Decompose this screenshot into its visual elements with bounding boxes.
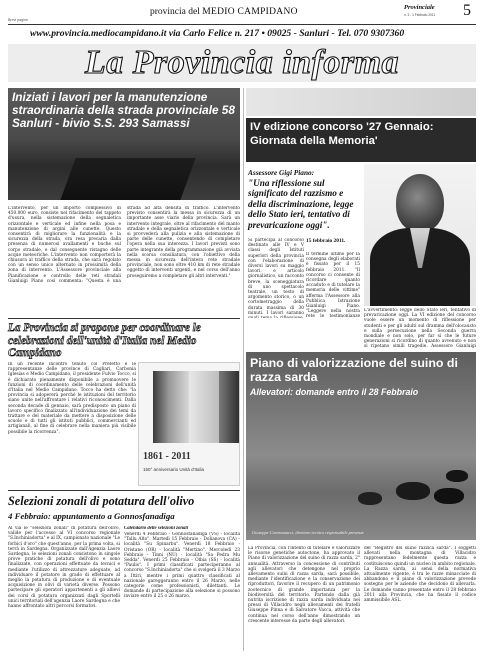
art4-pig-1 bbox=[396, 482, 430, 500]
header-brand bbox=[150, 7, 298, 17]
page-number: 5 bbox=[463, 2, 471, 19]
art5-body: Al via le "selezioni zonali" di potatura dell'olivo, valide per l'accesso al VI concorso regionale "S.Inchiniadorta" e al IX, campionato nazionale "Le forbici d'oro" che quest'anno, per la prima volta, si terrà in Sardegna. Organizzate dall'Agenzia Laore Sardegna, le selezioni zonali consistono in singole prove pratiche di potatura dell'olivo e sono finalizzate, con operazioni effettuate da tecnici e mediante l'utilizzo di attrezzature adeguate, ad individuare il potatore in grado di effettuare al meglio la potatura di produzione e di eventuale acquisizione in olivi di varietà diverse. Possono partecipare gli operatori appartenenti a gli allievi dei corsi di potatura organizzati dagli Sportelli unici territoriali dell'agenzia Laore Sardegna e che hanno affrontato altri percorsi formativi. bbox=[8, 526, 120, 610]
header-logo bbox=[404, 4, 450, 17]
calendar-title: Calendario delle selezioni zonali bbox=[124, 526, 189, 531]
art1-road bbox=[60, 158, 195, 200]
art2-flag-photo bbox=[138, 362, 240, 486]
flag-white bbox=[189, 371, 219, 443]
art4-pig-2 bbox=[434, 488, 464, 504]
flag-caption: 150° anniversario Unità d'Italia bbox=[143, 467, 204, 472]
art3-date: 15 febbraio 2011. bbox=[306, 238, 346, 244]
art4-title: Piano di valorizzazione del suino di razza sarda bbox=[250, 356, 458, 384]
art3-body: Si partecipa al concorso destinato alle IV e V classi degli Istituti superiori della provincia con l'elaborazione di diversi lavori su maggio lavori, e articolo giornalistico, un racconto breve, la sceneggiatura di uno spettacolo teatrale, un testo di argomento storico, o un cortometraggio della durata massima di 30 minuti. I lavori saranno bbox=[248, 238, 304, 316]
art2-body: In un recente incontro tenuto col Prefetto e le rappresentanze delle province di Cagliari, Carbonia Iglesias e Medio Campidano, il presidente Fulvio Tocco, si è dichiarato pienamente disponibile a promuovere le funzioni di coordinamento delle celebrazioni dell'unità d'Italia nel Medio Campidano. Tocco ha detto che: "la provincia si adopererà perché le istituzioni del territorio siano unite nell'affrontare i relativi riconoscimenti. Dalla seconda decade di gennaio, sarà predisposto un piano di lavoro specifico finalizzato all'individuazione dei temi da trattare e del materiale da mettere a disposizione delle scuole e di tutti gli istituti pubblici, commercianti ed artigianali, al fine di celebrare nella maniera più visibile possibile la ricorrenza". bbox=[8, 362, 136, 435]
brand-accent: MEDIO CAMPIDANO bbox=[202, 7, 298, 17]
flag-years: 1861 - 2011 bbox=[143, 451, 191, 462]
art1-body: L'intervento, per un importo complessivo di 450.000 euro, consiste nel rifacimento del tappeto d'usura, nella sistemazione della segnaletica orizzontale e verticale ed infine nella posa e manutenzione di argini alle cunette. Questo consentirà di migliorare la funzionalità e la sicurezza della strada, ora resa precaria dalla presenza di numerosi avallamenti e buche sul corpo stradale, e dal conseguente ristagno delle acque meteoriche. L'intervento non comporterà la chiusura al traffico della strada, che sarà regolato con un senso unico alternato in prossimità della zona di intervento. L'Assessore provinciale alla Pianificazione e controllo delle reti stradali Gianluigi Piano così commenta: "Questa è una strada ad alta densità di traffico. L'intervento previsto consentirà la messa in sicurezza di un importante asse viario della provincia. Sarà un intervento integrale, oltre al rifacimento del manto stradale e della segnaletica orizzontale e verticale si provvederà alla pulizia e alla sistemazione di parte delle cunette, consentendo di completare l'opera nella sua interezza. I lavori previsti sono parte integrante della programmazione già avviata nella scorsa consiliatura, con l'obiettivo della messa in sicurezza dell'intera rete stradale provinciale, non sono oltre 410 km di rete stradale oggetto di interventi urgenti, e nel corso dell'anno proseguiremo a completare gli altri interventi." bbox=[8, 206, 240, 284]
brand-text: provincia del bbox=[150, 7, 200, 17]
art4-pig-4 bbox=[446, 470, 468, 482]
art5-subtitle: 4 Febbraio: appuntamento a Gonnosfanadiga bbox=[8, 511, 175, 521]
art3-quote: "Una riflessione sul significato del razzismo e della discriminazione, legge dello Stato ieri, tentativo di prevaricazione oggi". bbox=[248, 178, 354, 230]
header-rule bbox=[8, 24, 476, 25]
art3-portrait bbox=[364, 164, 476, 306]
art3-body2: Il termine ultimo per la consegna degli elaborati è fissato per il 15 febbraio 2011. "Il concorso ci consente di ricordare quanto accaduto e di tutelare la memoria delle vittime" afferma l'Assessore alla Pubblica Istruzione Gianluigi Piano. "Leggere nella nostra rete le testimonianze bbox=[306, 252, 360, 318]
art1-title: Iniziati i lavori per la manutenzione straordinaria della strada provinciale 58 Sanluri - bivio S.S. 293 Samassi bbox=[12, 90, 235, 131]
art5-calendar bbox=[124, 526, 240, 651]
art3-title-box bbox=[246, 118, 476, 162]
portrait-head bbox=[396, 174, 444, 232]
art2-top-rule bbox=[8, 318, 240, 319]
art4-body: La Provincia, con l'intento di tutelare e valorizzare le risorse genetiche autoctone, ha approvato il Piano di valorizzazione del suino di razza sarda, 2° annualità. Attraverso la concessione di contributi agli allevatori che detengono nel proprio allevamento suini di razza sarda, sarà possibile, mediante l'identificazione e la conservazione dei riproduttori, favorire il recupero di un patrimonio zootecnico di grande importanza per la biodiversità del territorio. Partendo dalla già nutrita iscrizione di razza sarda individuata nei pressi di Villacidro negli allevamenti dei fratelli Giuseppe Pinna e di Salvatore Vacca, attività che continua nel corso dell'anno dimostrando un crescente interesse da parte degli allevatori. bbox=[248, 546, 360, 624]
art1-title-box bbox=[8, 88, 240, 200]
art3-top-strip bbox=[246, 88, 476, 116]
art4-body2: del "Registro del suino razzica sarda". I soggetti allevati nella montagna di Villacidro rappresentano fedelmente questa razza e costituiscono quindi un nucleo in ambito regionale. La Razza sarda, ai sensi della normativa attualmente vigente, è tra le razze minacciate di abbandono e il piano di valorizzazione prevede sostegno per le aziende che decidono di allevarla. Le domande vanno presentate entro il 28 febbraio 2011 alla Provincia, che ha fissato il codice ammissibile ASL. bbox=[364, 546, 476, 604]
calendar-body: Venerdì 4 Febbraio - Gonnosfanadiga (VS) - località "Tallu Alto". Martedì 15 Febbraio - Dolianova (CA) - località "Su Spinarbu". Venerdì 18 Febbraio - Oristano (OR) - località "Mertino". Mercoledì 23 Febbraio - Tinni (NU) - località "Sa Pedra Mu Sedda". Venerdì 25 Febbraio - Olbia (SS) - località "Paulis". I primi classificati parteciperanno al concorso "S.Inchiniadorta" che si svolgerà il 3 Marzo a Ittiri, mentre i primi quattro classificati al nazionale gareggeranno entro il 26 Marzo, nelle categorie come professionisti, dilettanti. Le domande di partecipazione alla selezione si possono inviare entro il 25 o 26 marzo. bbox=[124, 532, 240, 600]
header-bar bbox=[8, 2, 476, 24]
masthead-title: La Provincia informa bbox=[84, 44, 400, 81]
art4-subtitle: Allevatori: domande entro il 28 Febbraio bbox=[250, 387, 419, 397]
art5-title: Selezioni zonali di potatura dell'olivo bbox=[8, 494, 195, 508]
flag-dark bbox=[219, 371, 239, 443]
masthead-box bbox=[8, 44, 476, 82]
issue-text: n. 3 - 1 Febbraio 2011 bbox=[404, 13, 436, 17]
art4-photo-caption: Giuseppe Caremanucci, direttore tecnico responsabile presenze bbox=[252, 530, 364, 535]
art5-top-rule bbox=[8, 490, 240, 491]
header-small-left: Brevi pagine bbox=[8, 18, 28, 22]
address-line: www.provincia.mediocampidano.it via Carlo Felice n. 217 • 09025 - Sanluri - Tel. 070 9307360 bbox=[30, 28, 405, 39]
logo-text: Provinciale bbox=[404, 4, 435, 11]
art4-box bbox=[246, 352, 476, 540]
art4-pig-3 bbox=[358, 492, 382, 505]
art3-person: Assessore Gigi Piano: bbox=[248, 168, 315, 177]
art3-body3: L'avvertimento: legge dello Stato ieri, tentativo di prevaricazione oggi. La VI edizione del concorso vuole essere un momento di riflessione per studenti e per gli adulti sul dramma dell'olocausto e sulla persecuzione nella Seconda guerra mondiale e non solo, per far sì che le future generazioni si ricordino di quanto avvenuto e non si ripetano simili tragedie. Assessore Gianluigi bbox=[364, 308, 476, 348]
flag-pole-shadow bbox=[153, 371, 189, 443]
column-divider bbox=[243, 88, 244, 651]
art2-title: La Provincia si propone per coordinare le celebrazioni dell'unità d'Italia nel Medio Campidano bbox=[8, 322, 201, 360]
art3-title: IV edizione concorso '27 Gennaio: Giornata della Memoria' bbox=[250, 121, 434, 147]
